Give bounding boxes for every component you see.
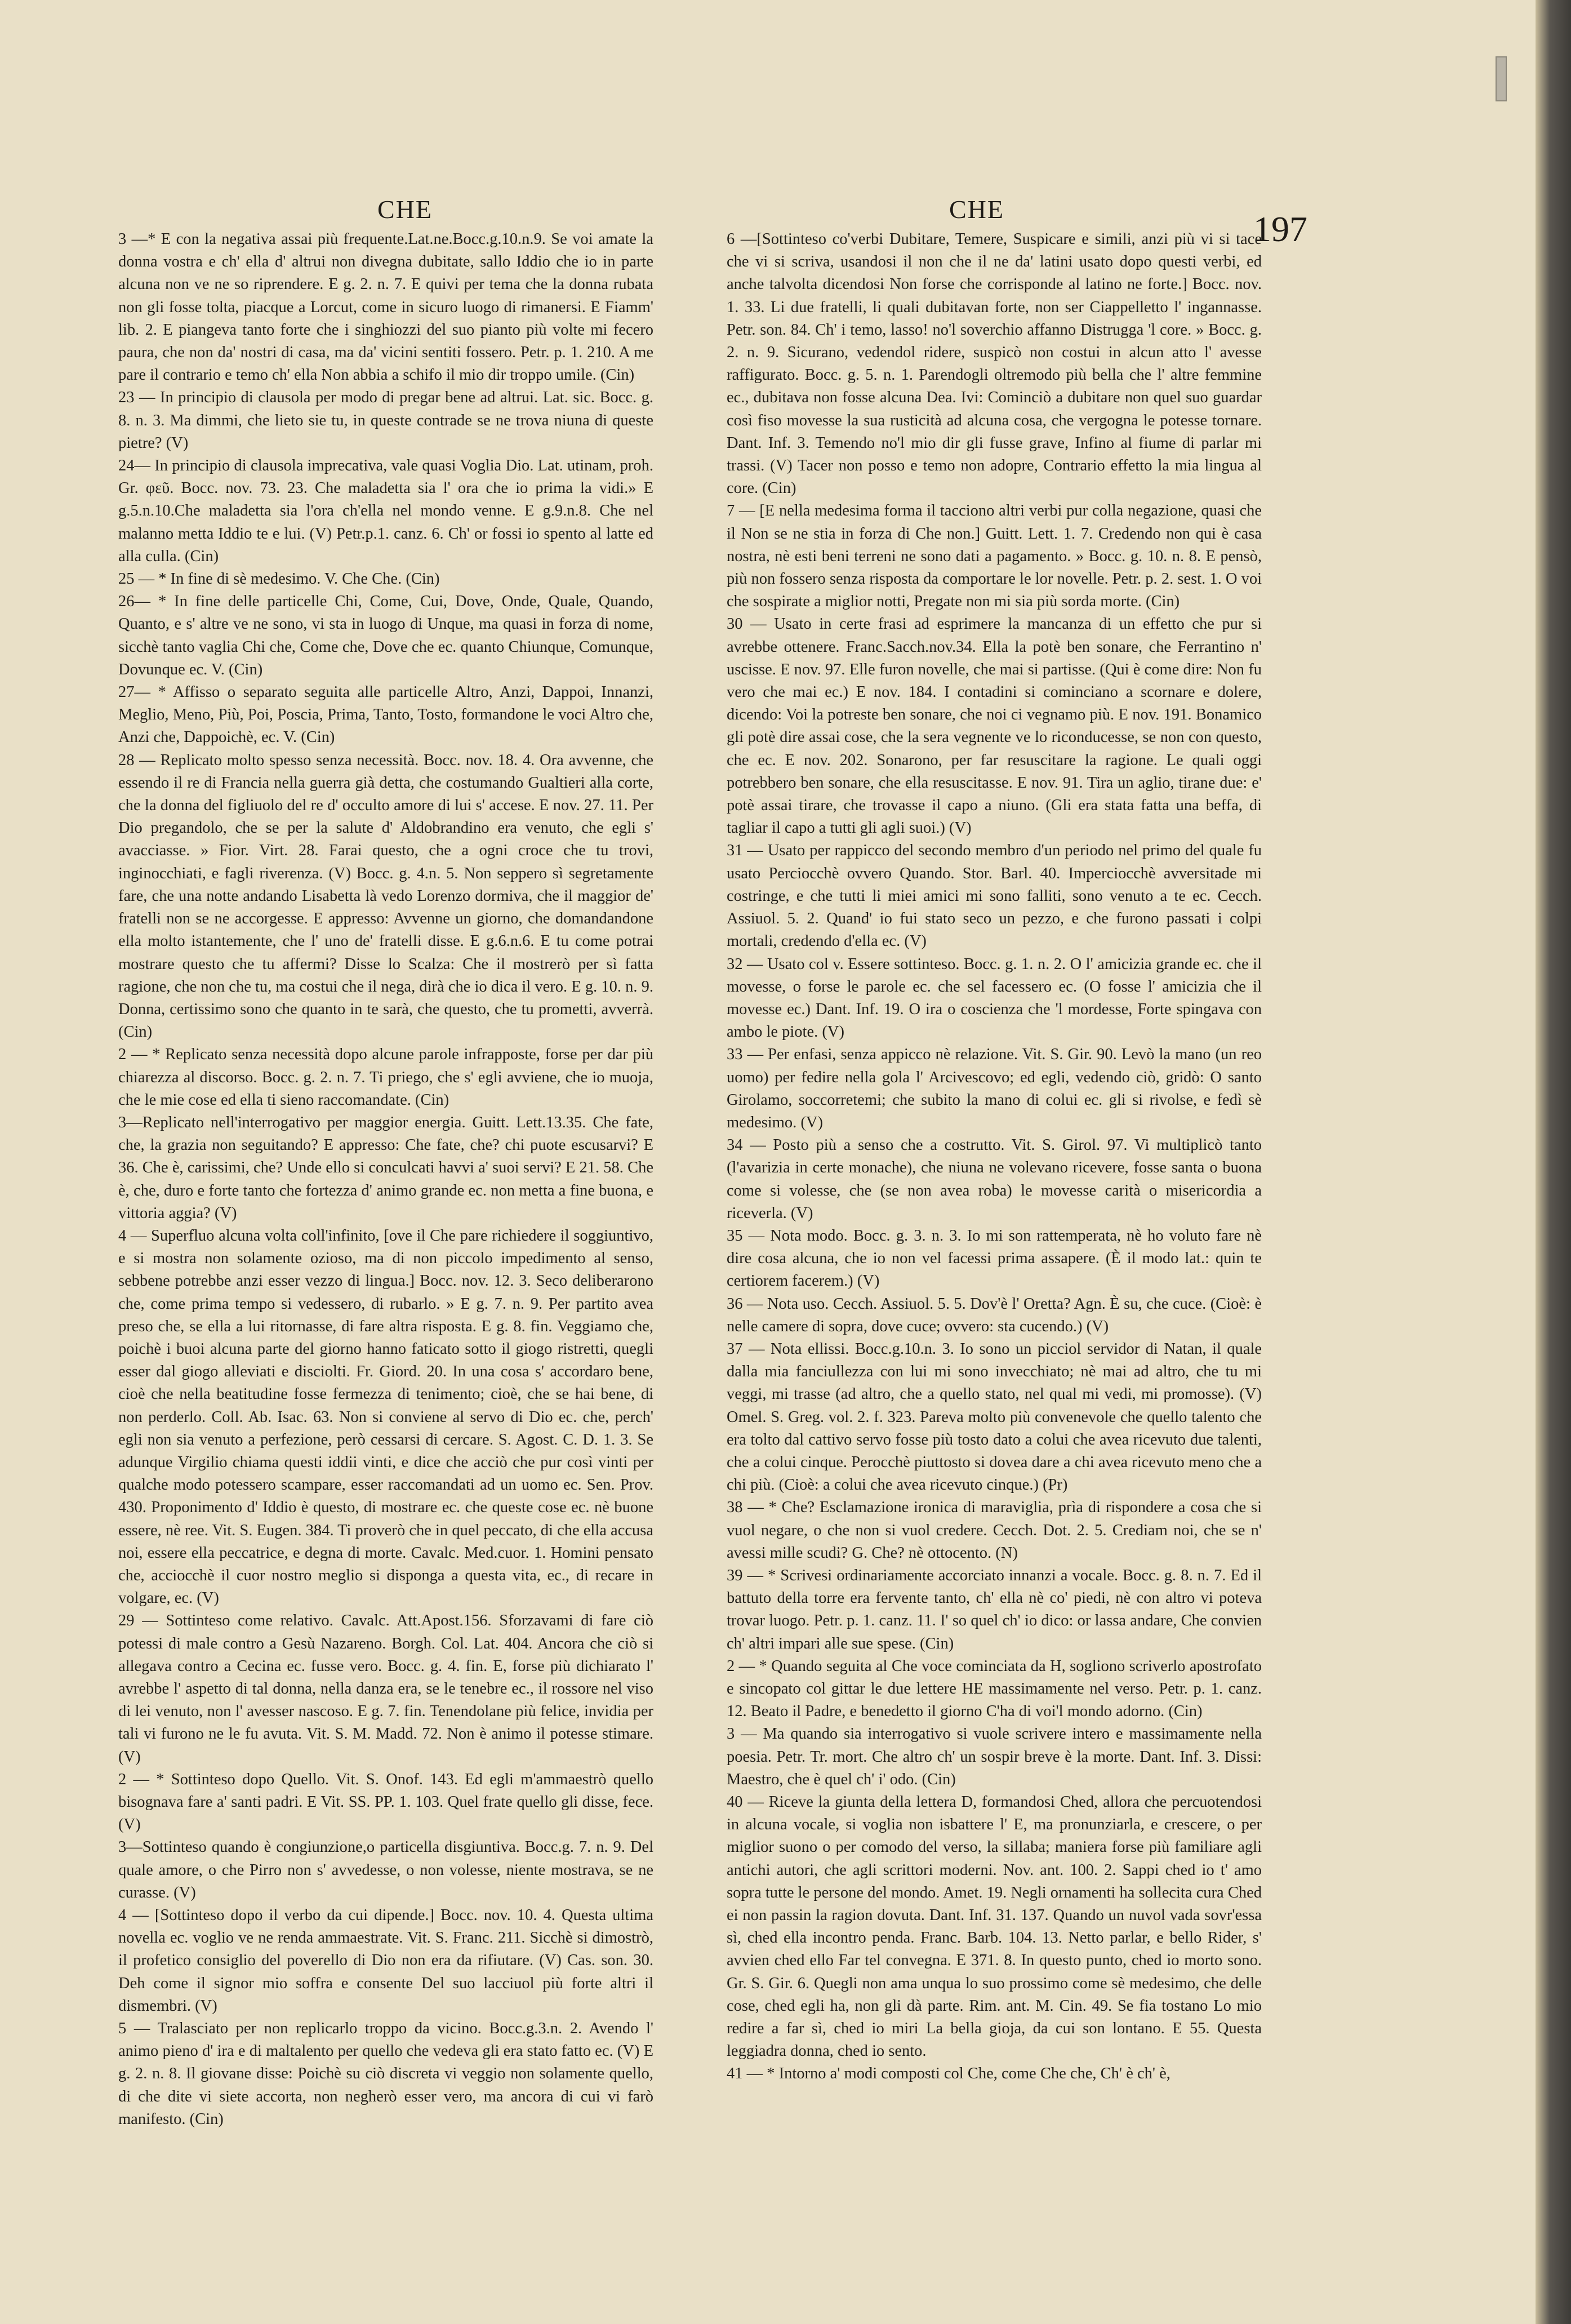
page-clip: [1496, 56, 1507, 101]
entry-paragraph: 36 — Nota uso. Cecch. Assiuol. 5. 5. Dov'è l' Oretta? Agn. È su, che cuce. (Cioè: è nelle camere di sopra, dove cuce; ovvero: sta cucendo.) (V): [727, 1295, 1262, 1335]
book-gutter-shadow: [1536, 0, 1571, 2324]
entry-paragraph: 39 — * Scrivesi ordinariamente accorciato innanzi a vocale. Bocc. g. 8. n. 7. Ed il battuto della torre era fervente tanto, ch' ella nè co' piedi, nè con altro vi poteva trovar luogo. Petr. p. 1. canz. 11. I' so quel ch' io dico: or lassa andare, Che convien ch' altri impari alle sue spese. (Cin): [727, 1566, 1262, 1652]
entry-paragraph: 6 —[Sottinteso co'verbi Dubitare, Temere, Suspicare e simili, anzi più vi si tace che vi si scriva, usandosi il non che il ne da' latini usato dopo questi verbi, ed anche talvolta dicendosi Non forse che corrisponde al latino ne forte.] Bocc. nov. 1. 33. Li due fratelli, li quali dubitavan forte, non ser Ciappelletto l' ingannasse. Petr. son. 84. Ch' i temo, lasso! no'l soverchio affanno Distrugga 'l core. » Bocc. g. 2. n. 9. Sicurano, vedendol ridere, suspicò non costui in alcun atto l' avesse raffigurato. Bocc. g. 5. n. 1. Parendogli oltremodo più bella che l' altre femmine ec., dubitava non fosse alcuna Dea. Ivi: Cominciò a dubitare non quel suo guardar così fiso movesse la sua rusticità ad alcuna cosa, che vergogna le potesse tornare. Dant. Inf. 3. Temendo no'l mio dir gli fusse grave, Infino al fiume di parlar mi trassi. (V) Tacer non posso e temo non adopre, Contrario effetto la mia lingua al core. (Cin): [727, 230, 1262, 497]
entry-paragraph: 26— * In fine delle particelle Chi, Come, Cui, Dove, Onde, Quale, Quando, Quanto, e s' altre ve ne sono, vi sta in luogo di Unque, ma quasi in forza di nome, sicchè tanto vaglia Chi che, Come che, Dove che ec. quanto Chiunque, Comunque, Dovunque ec. V. (Cin): [118, 593, 653, 678]
entry-paragraph: 3 — Ma quando sia interrogativo si vuole scrivere intero e massimamente nella poesia. Petr. Tr. mort. Che altro ch' un sospir breve è la morte. Dant. Inf. 3. Dissi: Maestro, che è quel ch' i' odo. (Cin): [727, 1725, 1262, 1788]
entry-paragraph: 31 — Usato per rappicco del secondo membro d'un periodo nel primo del quale fu usato Perciocchè ovvero Quando. Stor. Barl. 40. Imperciocchè avversitade mi costringe, e che tutti li miei amici mi sono falliti, sono venuto a te ec. Cecch. Assiuol. 5. 2. Quand' io fui stato seco un pezzo, e che furono passati i colpi mortali, credendo d'ella ec. (V): [727, 842, 1262, 950]
entry-paragraph: 4 — Superfluo alcuna volta coll'infinito, [ove il Che pare richiedere il soggiuntivo, e si mostra non solamente ozioso, ma di non piccolo impedimento al senso, sebbene potrebbe anzi esser vezzo di lingua.] Bocc. nov. 12. 3. Seco deliberarono che, come prima tempo si vedessero, di rubarlo. » E g. 7. n. 9. Per partito avea preso che, se ella a lui ritornasse, di fare altra risposta. E g. 8. fin. Veggiamo che, poichè i buoi alcuna parte del giorno hanno faticato sotto il giogo ristretti, quegli esser dal giogo alleviati e disciolti. Fr. Giord. 20. In una cosa s' accordaro bene, cioè che nella beatitudine fosse fermezza di tenimento; cioè, che se hai bene, di non perderlo. Coll. Ab. Isac. 63. Non si conviene al servo di Dio ec. che, perch' egli non sia venuto a perfezione, però cessarsi di cercare. S. Agost. C. D. 1. 3. Se adunque Virgilio chiama questi iddii vinti, e dice che acciò che pur così vinti per qualche modo potessero scampare, esser raccomandati ad un uomo ec. Sen. Prov. 430. Proponimento d' Iddio è questo, di mostrare ec. che queste cose ec. nè buone essere, nè ree. Vit. S. Eugen. 384. Ti proverò che in quel peccato, di che ella accusa noi, essere ella peccatrice, e degna di morte. Cavalc. Med.cuor. 1. Homini pensato che, acciocchè il cuor nostro meglio si disponga a questa vita, ec., di recare in volgare, ec. (V): [118, 1227, 653, 1607]
entry-paragraph: 3—Sottinteso quando è congiunzione,o particella disgiuntiva. Bocc.g. 7. n. 9. Del quale amore, o che Pirro non s' avvedesse, o non volesse, niente mostrava, se ne curasse. (V): [118, 1838, 653, 1901]
entry-paragraph: 27— * Affisso o separato seguita alle particelle Altro, Anzi, Dappoi, Innanzi, Meglio, Meno, Più, Poi, Poscia, Prima, Tanto, Tosto, formandone le voci Altro che, Anzi che, Dappoichè, ec. V. (Cin): [118, 683, 653, 746]
running-header-left: CHE: [377, 195, 433, 224]
entry-paragraph: 37 — Nota ellissi. Bocc.g.10.n. 3. Io sono un picciol servidor di Natan, il quale dalla mia fanciullezza con lui mi sono invecchiato; nè mai ad altro, che tu mi veggi, mi trasse (ad altro, che a quello stato, nel qual mi vedi, mi promosse). (V) Omel. S. Greg. vol. 2. f. 323. Pareva molto più convenevole che quello talento che era tolto dal cattivo servo fosse più tosto dato a colui che avea ricevuto due talenti, che a colui cinque. Perocchè piuttosto si dovea dare a chi avea ricevuto meno che a chi più. (Cioè: a colui che avea ricevuto cinque.) (Pr): [727, 1340, 1262, 1494]
entry-paragraph: 7 — [E nella medesima forma il tacciono altri verbi pur colla negazione, quasi che il Non se ne stia in forza di Che non.] Guitt. Lett. 1. 7. Credendo non qui è casa nostra, nè esti beni terreni ne sono dati a pagamento. » Bocc. g. 10. n. 8. E pensò, più non fossero senza risposta da comportare le lor novelle. Petr. p. 2. sest. 1. O voi che sospirate a miglior notti, Pregate non mi sia più sorda morte. (Cin): [727, 502, 1262, 611]
entry-paragraph: 41 — * Intorno a' modi composti col Che, come Che che, Ch' è ch' è,: [727, 2065, 1171, 2083]
right-column: [727, 228, 1262, 2273]
entry-paragraph: 2 — * Replicato senza necessità dopo alcune parole infrapposte, forse per dar più chiarezza al discorso. Bocc. g. 2. n. 7. Ti priego, che s' egli avviene, che io muoja, che le mie cose ed ella ti sieno raccomandate. (Cin): [118, 1046, 653, 1109]
entry-paragraph: 23 — In principio di clausola per modo di pregar bene ad altrui. Lat. sic. Bocc. g. 8. n. 3. Ma dimmi, che lieto sie tu, in queste contrade se ne trova niuna di queste pietre? (V): [118, 389, 653, 452]
entry-paragraph: 24— In principio di clausola imprecativa, vale quasi Voglia Dio. Lat. utinam, proh. Gr. φεῦ. Bocc. nov. 73. 23. Che maladetta sia l' ora che io prima la vidi.» E g.5.n.10.Che maladetta sia l'ora ch'ella nel mondo venne. E g.9.n.8. Che nel malanno metta Iddio te e lui. (V) Petr.p.1. canz. 6. Ch' or fossi io spento al latte ed alla culla. (Cin): [118, 457, 653, 565]
entry-paragraph: 2 — * Quando seguita al Che voce cominciata da H, sogliono scriverlo apostrofato e sincopato col gittar le due lettere HE massimamente nel verso. Petr. p. 1. canz. 12. Beato il Padre, e benedetto il giorno C'ha di voi'l mondo adorno. (Cin): [727, 1657, 1262, 1721]
entry-paragraph: 25 — * In fine di sè medesimo. V. Che Che. (Cin): [118, 570, 440, 588]
entry-paragraph: 3 —* E con la negativa assai più frequente.Lat.ne.Bocc.g.10.n.9. Se voi amate la donna vostra e ch' ella d' altrui non divegna dubitate, sallo Iddio che io in parte alcuna non ve ne so riprendere. E g. 2. n. 7. E quivi per tema che la donna rubata non gli fosse tolta, piacque a Lorcut, come in sicuro luogo di rimanersi. E Fiamm' lib. 2. E piangeva tanto forte che i singhiozzi del suo pianto più volte mi fecero paura, che non da' nostri di casa, ma da' vicini sentiti fossero. Petr. p. 1. 210. A me pare il contrario e temo ch' ella Non abbia a schifo il mio dir troppo umile. (Cin): [118, 230, 653, 384]
entry-paragraph: 32 — Usato col v. Essere sottinteso. Bocc. g. 1. n. 2. O l' amicizia grande ec. che il movesse, o forse le parole ec. che sel facessero ec. (O fosse l' amicizia che il movesse ec.) Dant. Inf. 19. O ira o coscienza che 'l mordesse, Forte spingava con ambo le piote. (V): [727, 955, 1262, 1041]
entry-paragraph: 34 — Posto più a senso che a costrutto. Vit. S. Girol. 97. Vi multiplicò tanto (l'avarizia in certe monache), che niuna ne volevano ricevere, fosse santa o buona come si volesse, che (se non avea roba) le movesse carità o misericordia a riceverla. (V): [727, 1136, 1262, 1222]
entry-paragraph: 5 — Tralasciato per non replicarlo troppo da vicino. Bocc.g.3.n. 2. Avendo l' animo pieno d' ira e di maltalento per quello che vedeva gli era stato fatto ec. (V) E g. 2. n. 8. Il giovane disse: Poichè su ciò discreta vi veggio non solamente quello, di che dite vi siete accorta, non negherò esser vero, ma ancora di cui vi farò manifesto. (Cin): [118, 2020, 653, 2128]
entry-paragraph: 28 — Replicato molto spesso senza necessità. Bocc. nov. 18. 4. Ora avvenne, che essendo il re di Francia nella guerra già detta, che costumando Gualtieri alla corte, che la donna del figliuolo del re d' occulto amore di lui s' accese. E nov. 27. 11. Per Dio pregandolo, che se per la salute d' Aldobrandino era venuto, che egli s' avacciasse. » Fior. Virt. 28. Farai questo, che a ogni croce che tu trovi, inginocchiati, e fagli riverenza. (V) Bocc. g. 4.n. 5. Non seppero sì segretamente fare, che una notte andando Lisabetta là vedo Lorenzo dormiva, che il maggior de' fratelli non se ne accorgesse. E appresso: Avvenne un giorno, che domandandone ella molto istantemente, che l' uno de' fratelli disse. E g.6.n.6. E tu come potrai mostrare questo che tu affermi? Disse lo Scalza: Che il mostrerò per sì fatta ragione, che non che tu, ma costui che il nega, dirà che io dica il vero. E g. 10. n. 9. Donna, certissimo sono che quanto in te sarà, che questo, che tu prometti, avverrà. (Cin): [118, 751, 653, 1041]
entry-paragraph: 29 — Sottinteso come relativo. Cavalc. Att.Apost.156. Sforzavami di fare ciò potessi di male contro a Gesù Nazareno. Borgh. Col. Lat. 404. Ancora che ciò si allegava contro a Cecina ec. fusse vero. Bocc. g. 4. fin. E, forse più dichiarato l' avrebbe l' aspetto di tal donna, nella danza era, se le tenebre ec., il rossore nel viso di lei venuto, non l' avesser nascoso. E g. 7. fin. Tenendolane più felice, invidia per tali vi furono ne le fu avuta. Vit. S. M. Madd. 72. Non è animo il potesse stimare. (V): [118, 1612, 653, 1766]
entry-paragraph: 40 — Riceve la giunta della lettera D, formandosi Ched, allora che percuotendosi in alcuna vocale, si voglia non isbattere l' E, ma pronunziarla, e crescere, o per miglior suono o per comodo del verso, la sillaba; maniera forse più familiare agli antichi autori, che agli scrittori moderni. Nov. ant. 100. 2. Sappi ched io t' amo sopra tutte le persone del mondo. Amet. 19. Negli ornamenti ha sollecita cura Ched ei non passin la ragion dovuta. Dant. Inf. 31. 137. Quando un nuvol vada sovr'essa sì, ched ella incontro penda. Franc. Barb. 104. 13. Netto parlar, e bello Rider, s' avvien ched ello Far tel convegna. E 371. 8. In questo punto, ched io morto sono. Gr. S. Gir. 6. Quegli non ama unqua lo suo prossimo come sè medesimo, che delle cose, ched egli ha, non gli dà parte. Rim. ant. M. Cin. 49. Se fia tostano Lo mio redire a far sì, ched io miri La bella gioja, da cui son lontano. E 55. Questa leggiadra donna, ched io sento.: [727, 1793, 1262, 2060]
entry-paragraph: 38 — * Che? Esclamazione ironica di maraviglia, prìa di rispondere a cosa che si vuol negare, o che non si vuol credere. Cecch. Dot. 2. 5. Crediam noi, che se n' avessi mille scudi? G. Che? nè ottocento. (N): [727, 1499, 1262, 1562]
entry-paragraph: 30 — Usato in certe frasi ad esprimere la mancanza di un effetto che pur si avrebbe ottenere. Franc.Sacch.nov.34. Ella la potè ben sonare, che Ferrantino n' uscisse. E nov. 97. Elle furon novelle, che mai si partisse. (Qui è come dire: Non fu vero che mai ec.) E nov. 184. I contadini si cominciano a scornare e dolere, dicendo: Voi la potreste ben sonare, che noi ci vegnamo più. E nov. 191. Bonamico gli potè dire assai cose, che la sera vegnente ve lo riconducesse, se non con questo, che ec. E nov. 202. Sonarono, per far resuscitare la ragione. Le quali oggi potrebbero ben sonare, che ella resuscitasse. E nov. 91. Tira un aglio, tirane due: e' potè assai tirare, che trovasse il capo a niuno. (Gli era stata fatta una beffa, di tagliar il capo a tutti gli agli suoi.) (V): [727, 615, 1262, 837]
entry-paragraph: 4 — [Sottinteso dopo il verbo da cui dipende.] Bocc. nov. 10. 4. Questa ultima novella ec. voglio ve ne renda ammaestrate. Vit. S. Franc. 211. Sicchè si dimostrò, il profetico consiglio del poverello di Dio non era da rifiutare. (V) Cas. son. 30. Deh come il signor mio soffra e consente Del suo lacciuol più forte altri il dismembri. (V): [118, 1907, 653, 2015]
entry-paragraph: 3—Replicato nell'interrogativo per maggior energia. Guitt. Lett.13.35. Che fate, che, la grazia non seguitando? E appresso: Che fate, che? chi puote escusarvi? E 36. Che è, carissimi, che? Unde ello si conculcati havvi a' suoi servi? E 21. 58. Che è, che, duro e forte tanto che fortezza d' animo grande ec. non metta a fine buona, e vittoria aggia? (V): [118, 1113, 653, 1222]
running-header-right: CHE: [949, 195, 1004, 224]
left-column: [118, 228, 653, 2273]
entry-paragraph: 33 — Per enfasi, senza appicco nè relazione. Vit. S. Gir. 90. Levò la mano (un reo uomo) per fedire nella gola l' Arcivescovo; ed egli, vedendo ciò, gridò: O santo Girolamo, soccorretemi; che subito la mano di colui ec. gli si rivolse, e fedì sè medesimo. (V): [727, 1046, 1262, 1131]
entry-paragraph: 2 — * Sottinteso dopo Quello. Vit. S. Onof. 143. Ed egli m'ammaestrò quello bisognava fare a' santi padri. E Vit. SS. PP. 1. 103. Quel frate quello gli disse, fece. (V): [118, 1770, 653, 1834]
page-number: 197: [1253, 209, 1307, 249]
entry-paragraph: 35 — Nota modo. Bocc. g. 3. n. 3. Io mi son rattemperata, nè ho voluto fare nè dire cosa alcuna, che io non vel facessi prima assapere. (È il modo lat.: quin te certiorem facerem.) (V): [727, 1227, 1262, 1290]
